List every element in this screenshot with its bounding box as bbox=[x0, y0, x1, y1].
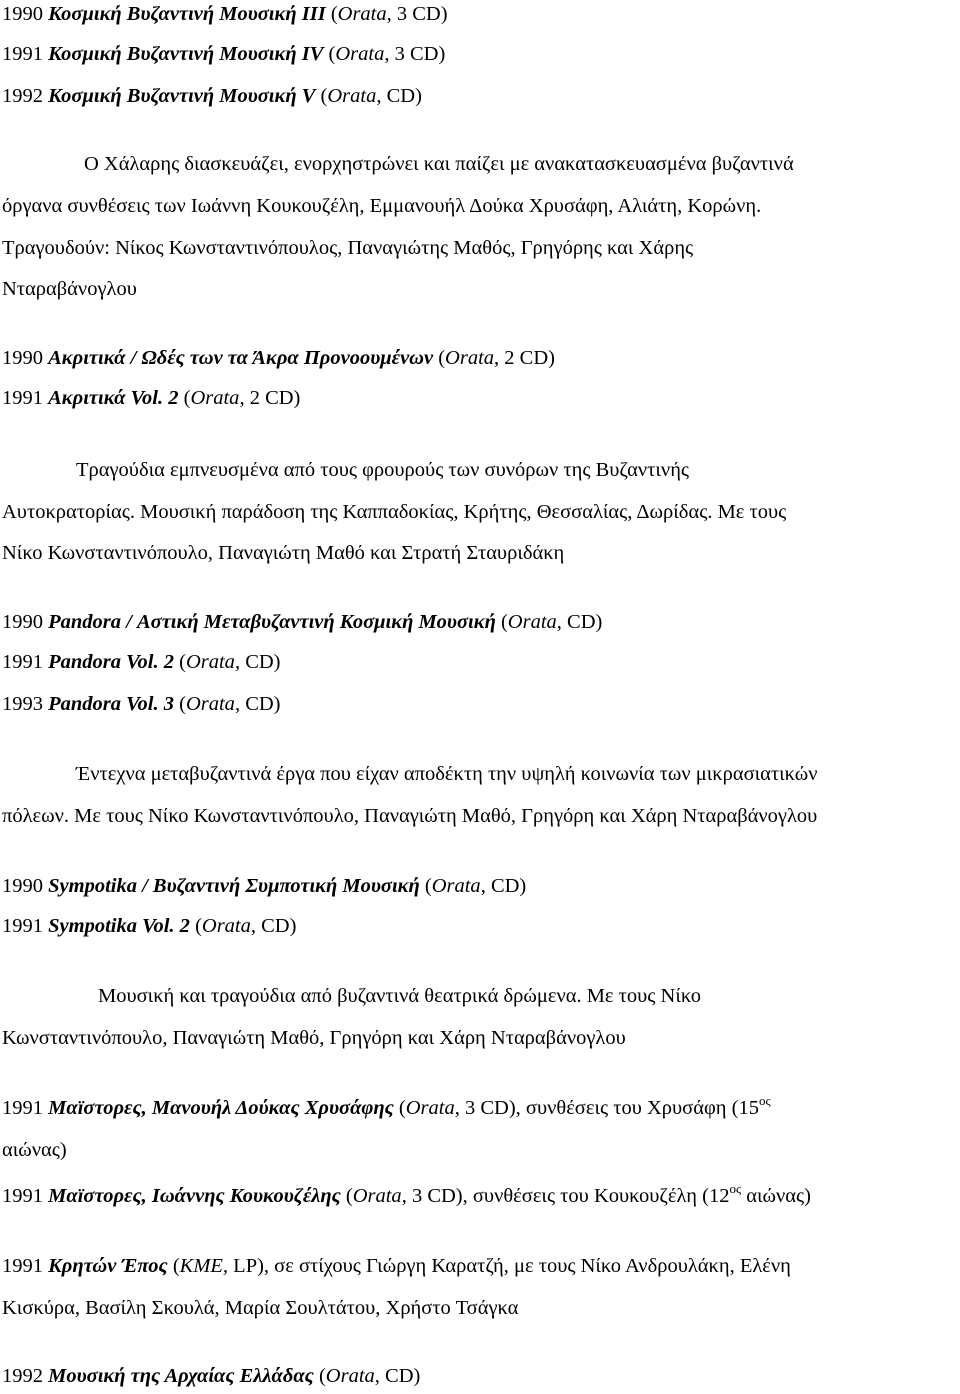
entry-paren: ( bbox=[345, 1185, 353, 1207]
entry-year: 1991 bbox=[2, 387, 43, 409]
record-label: Orata bbox=[507, 611, 557, 633]
entry-year: 1991 bbox=[2, 915, 43, 937]
entry-details: , 3 CD) bbox=[386, 3, 448, 25]
entry-year: 1990 bbox=[2, 347, 43, 369]
album-title: Ακριτικά Vol. 2 bbox=[48, 387, 179, 409]
entry-paren: ( bbox=[424, 875, 432, 897]
entry-year: 1991 bbox=[2, 1185, 43, 1207]
album-title: Μαϊστορες, Μανουήλ Δούκας Χρυσάφης bbox=[48, 1097, 394, 1119]
record-label: Orata bbox=[190, 387, 240, 409]
entry-paren: ( bbox=[398, 1097, 406, 1119]
album-title: Κρητών Έπος bbox=[48, 1255, 168, 1277]
album-title: Κοσμική Βυζαντινή Μουσική V bbox=[48, 85, 316, 107]
record-label: Orata bbox=[185, 651, 235, 673]
album-title: Κοσμική Βυζαντινή Μουσική ΙΙΙ bbox=[48, 3, 326, 25]
entry-details: , 3 CD), συνθέσεις του Χρυσάφη (15 bbox=[454, 1097, 759, 1119]
entry-paren: ( bbox=[318, 1365, 326, 1387]
entry-details: , CD) bbox=[234, 693, 281, 715]
description-line: Νίκο Κωνσταντινόπουλο, Παναγιώτη Μαθό και Στρατή Σταυριδάκη bbox=[2, 542, 565, 564]
entry-details: , CD) bbox=[556, 611, 603, 633]
discography-entry bbox=[2, 692, 281, 716]
entry-details: , 2 CD) bbox=[494, 347, 555, 369]
record-label: Orata bbox=[352, 1185, 402, 1207]
record-label: Orata bbox=[335, 43, 385, 65]
album-title: Μουσική της Αρχαίας Ελλάδας bbox=[48, 1365, 314, 1387]
entry-details: , 3 CD) bbox=[384, 43, 446, 65]
album-title: Pandora / Αστική Μεταβυζαντινή Κοσμική Μουσική bbox=[48, 611, 496, 633]
record-label: Orata bbox=[337, 3, 387, 25]
description-line: Έντεχνα μεταβυζαντινά έργα που είχαν αποδέκτη την υψηλή κοινωνία των μικρασιατικών bbox=[76, 763, 818, 785]
entry-paren: ( bbox=[195, 915, 202, 937]
discography-entry bbox=[2, 650, 281, 674]
entry-details: , CD) bbox=[250, 915, 297, 937]
discography-entry bbox=[2, 2, 448, 26]
description-line: Τραγουδούν: Νίκος Κωνσταντινόπουλος, Παναγιώτης Μαθός, Γρηγόρης και Χάρης bbox=[2, 237, 694, 259]
entry-details: , CD) bbox=[376, 85, 422, 107]
discography-entry bbox=[2, 84, 422, 108]
record-label: Orata bbox=[201, 915, 251, 937]
description-line: Τραγούδια εμπνευσμένα από τους φρουρούς των συνόρων της Βυζαντινής bbox=[76, 459, 690, 481]
record-label: Orata bbox=[445, 347, 495, 369]
entry-year: 1991 bbox=[2, 651, 43, 673]
entry-details: , 2 CD) bbox=[239, 387, 301, 409]
discography-entry bbox=[2, 386, 300, 410]
entry-paren: ( bbox=[328, 43, 336, 65]
entry-year: 1992 bbox=[2, 85, 43, 107]
entry-details: , CD) bbox=[480, 875, 527, 897]
record-label: Orata bbox=[185, 693, 235, 715]
ordinal-suffix: ος bbox=[729, 1181, 742, 1196]
album-title: Κοσμική Βυζαντινή Μουσική IV bbox=[48, 43, 324, 65]
record-label: Orata bbox=[405, 1097, 455, 1119]
album-title: Sympotika Vol. 2 bbox=[48, 915, 190, 937]
discography-entry bbox=[2, 610, 602, 634]
discography-entry bbox=[2, 874, 526, 898]
album-title: Μαϊστορες, Ιωάννης Κουκουζέλης bbox=[48, 1185, 341, 1207]
album-title: Pandora Vol. 3 bbox=[48, 693, 174, 715]
record-label: Orata bbox=[325, 1365, 375, 1387]
entry-continuation: Κισκύρα, Βασίλη Σκουλά, Μαρία Σουλτάτου, Χρήστο Τσάγκα bbox=[2, 1297, 519, 1319]
ordinal-suffix: ος bbox=[758, 1093, 771, 1108]
entry-details: , CD) bbox=[374, 1365, 421, 1387]
entry-paren: ( bbox=[330, 3, 338, 25]
entry-details: , 3 CD), συνθέσεις του Κουκουζέλη (12 bbox=[401, 1185, 730, 1207]
record-label: Orata bbox=[327, 85, 377, 107]
entry-year: 1992 bbox=[2, 1365, 43, 1387]
entry-paren: ( bbox=[172, 1255, 180, 1277]
entry-continuation: αιώνας) bbox=[2, 1139, 67, 1161]
album-title: Pandora Vol. 2 bbox=[48, 651, 174, 673]
discography-entry bbox=[2, 914, 296, 938]
entry-tail: αιώνας) bbox=[741, 1185, 811, 1207]
discography-entry bbox=[2, 1254, 791, 1278]
entry-paren: ( bbox=[183, 387, 191, 409]
entry-year: 1990 bbox=[2, 875, 43, 897]
discography-entry bbox=[2, 1181, 811, 1210]
entry-year: 1991 bbox=[2, 43, 43, 65]
description-line: Κωνσταντινόπουλο, Παναγιώτη Μαθό, Γρηγόρη και Χάρη Νταραβάνογλου bbox=[2, 1027, 626, 1049]
entry-year: 1990 bbox=[2, 611, 43, 633]
discography-entry bbox=[2, 1093, 771, 1122]
discography-entry bbox=[2, 42, 445, 66]
entry-paren: ( bbox=[320, 85, 328, 107]
description-line: Αυτοκρατορίας. Μουσική παράδοση της Καππαδοκίας, Κρήτης, Θεσσαλίας, Δωρίδας. Με τους bbox=[2, 501, 787, 523]
entry-details: LP), σε στίχους Γιώργη Καρατζή, με τους Νίκο Ανδρουλάκη, Ελένη bbox=[228, 1255, 791, 1277]
discography-entry bbox=[2, 346, 555, 370]
entry-details: , CD) bbox=[234, 651, 281, 673]
description-line: Νταραβάνογλου bbox=[2, 278, 137, 300]
description-line: Μουσική και τραγούδια από βυζαντινά θεατρικά δρώμενα. Με τους Νίκο bbox=[98, 985, 701, 1007]
entry-year: 1991 bbox=[2, 1097, 43, 1119]
entry-year: 1991 bbox=[2, 1255, 43, 1277]
album-title: Sympotika / Βυζαντινή Συμποτική Μουσική bbox=[48, 875, 420, 897]
album-title: Ακριτικά / Ωδές των τα Άκρα Προνοουμένων bbox=[48, 347, 434, 369]
entry-paren: ( bbox=[179, 651, 186, 673]
entry-paren: ( bbox=[438, 347, 446, 369]
description-line: πόλεων. Με τους Νίκο Κωνσταντινόπουλο, Παναγιώτη Μαθό, Γρηγόρη και Χάρη Νταραβάνογλου bbox=[2, 805, 818, 827]
description-line: όργανα συνθέσεις των Ιωάννη Κουκουζέλη, Εμμανουήλ Δούκα Χρυσάφη, Αλιάτη, Κορώνη. bbox=[2, 195, 762, 217]
entry-paren: ( bbox=[179, 693, 186, 715]
entry-paren: ( bbox=[500, 611, 508, 633]
entry-year: 1990 bbox=[2, 3, 43, 25]
record-label: ΚΜΕ, bbox=[179, 1255, 229, 1277]
record-label: Orata bbox=[431, 875, 481, 897]
entry-year: 1993 bbox=[2, 693, 43, 715]
description-line: Ο Χάλαρης διασκευάζει, ενορχηστρώνει και παίζει με ανακατασκευασμένα βυζαντινά bbox=[84, 153, 794, 175]
discography-entry bbox=[2, 1364, 420, 1388]
